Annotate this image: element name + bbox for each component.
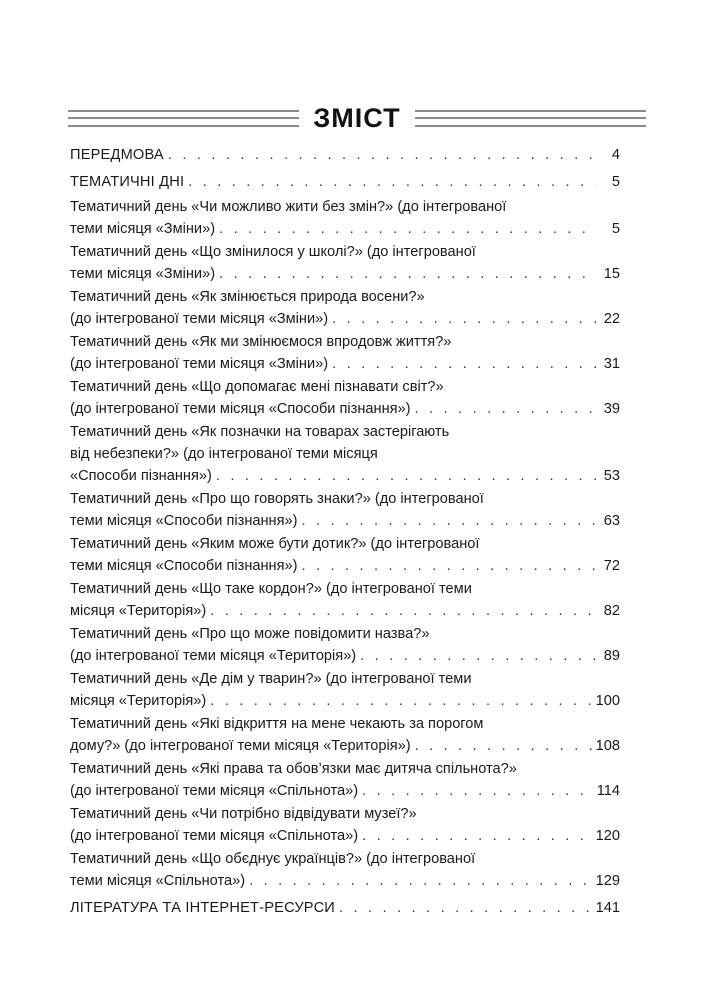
toc-items bbox=[70, 196, 620, 892]
toc-entry-line: «Способи пізнання») bbox=[70, 468, 212, 484]
toc-entry-line: Тематичний день «Які права та обов’язки має дитяча спільнота?» bbox=[70, 761, 517, 777]
toc-entry-line: (до інтегрованої теми місяця «Зміни») bbox=[70, 311, 329, 327]
toc-page-number: 63 bbox=[603, 513, 620, 529]
toc-entry-section[interactable] bbox=[70, 171, 620, 193]
toc-entry-line: (до інтегрованої теми місяця «Способи пізнання») bbox=[70, 401, 411, 417]
toc-entry-line: Тематичний день «Про що може повідомити назва?» bbox=[70, 626, 430, 642]
dot-leader bbox=[219, 263, 596, 285]
toc-entry-line: місяця «Територія») bbox=[70, 603, 207, 619]
toc-page-number: 114 bbox=[596, 783, 620, 799]
page-title: ЗМІСТ bbox=[313, 102, 401, 133]
toc-entry-line: Тематичний день «Чи потрібно відвідувати музеї?» bbox=[70, 806, 417, 822]
dot-leader bbox=[362, 825, 592, 847]
toc-entry-line: Тематичний день «Що допомагає мені пізнавати світ?» bbox=[70, 379, 444, 395]
dot-leader bbox=[168, 144, 596, 166]
toc-entry[interactable] bbox=[70, 578, 620, 622]
toc-entry-line: Тематичний день «Чи можливо жити без змін?» (до інтегрованої bbox=[70, 199, 507, 215]
toc-entry-line: Тематичний день «Про що говорять знаки?» (до інтегрованої bbox=[70, 491, 484, 507]
toc-page-number: 15 bbox=[603, 266, 620, 282]
toc-entry-line: теми місяця «Способи пізнання») bbox=[70, 558, 298, 574]
toc-page-number: 5 bbox=[611, 174, 620, 190]
toc-entry-line: Тематичний день «Як ми змінюємося впродовж життя?» bbox=[70, 334, 452, 350]
toc-entry-line: Тематичний день «Як змінюється природа восени?» bbox=[70, 289, 425, 305]
header-rule-left bbox=[68, 110, 299, 127]
toc-page-number: 120 bbox=[595, 828, 620, 844]
dot-leader bbox=[360, 645, 596, 667]
dot-leader bbox=[339, 897, 592, 919]
dot-leader bbox=[216, 465, 596, 487]
toc-entry-line: дому?» (до інтегрованої теми місяця «Територія») bbox=[70, 738, 411, 754]
toc-entry-title: ТЕМАТИЧНІ ДНІ bbox=[70, 174, 185, 190]
toc-entry[interactable] bbox=[70, 623, 620, 667]
toc-entry[interactable] bbox=[70, 848, 620, 892]
toc-entry[interactable] bbox=[70, 196, 620, 240]
toc-entry-line: (до інтегрованої теми місяця «Спільнота») bbox=[70, 783, 359, 799]
toc-entry-line: Тематичний день «Які відкриття на мене чекають за порогом bbox=[70, 716, 484, 732]
toc-header bbox=[68, 100, 646, 136]
dot-leader bbox=[362, 780, 593, 802]
toc-entry[interactable] bbox=[70, 241, 620, 285]
toc-entry-line: (до інтегрованої теми місяця «Спільнота») bbox=[70, 828, 359, 844]
toc-entry-line: (до інтегрованої теми місяця «Зміни») bbox=[70, 356, 329, 372]
toc-entry-line: теми місяця «Спільнота») bbox=[70, 873, 246, 889]
toc-page-number: 108 bbox=[595, 738, 620, 754]
toc-entry[interactable] bbox=[70, 286, 620, 330]
dot-leader bbox=[302, 555, 597, 577]
dot-leader bbox=[210, 600, 596, 622]
toc-entry[interactable] bbox=[70, 713, 620, 757]
toc-page-number: 89 bbox=[603, 648, 620, 664]
toc-entry-title: ПЕРЕДМОВА bbox=[70, 147, 164, 163]
dot-leader bbox=[219, 218, 596, 240]
toc-entry-bibliography[interactable] bbox=[70, 897, 620, 919]
toc-page-number: 22 bbox=[603, 311, 620, 327]
toc-entry[interactable] bbox=[70, 803, 620, 847]
toc-page-number: 5 bbox=[611, 221, 620, 237]
toc-entry[interactable] bbox=[70, 331, 620, 375]
toc-entry-preface[interactable] bbox=[70, 144, 620, 166]
toc-entry-line: Тематичний день «Що таке кордон?» (до інтегрованої теми bbox=[70, 581, 472, 597]
toc-entry-line: від небезпеки?» (до інтегрованої теми місяця bbox=[70, 446, 378, 462]
toc-entry-line: Тематичний день «Що обєднує українців?» (до інтегрованої bbox=[70, 851, 476, 867]
dot-leader bbox=[249, 870, 592, 892]
toc-entry-line: Тематичний день «Яким може бути дотик?» (до інтегрованої bbox=[70, 536, 480, 552]
toc-entry-title: ЛІТЕРАТУРА ТА ІНТЕРНЕТ-РЕСУРСИ bbox=[70, 900, 335, 916]
toc-entry[interactable] bbox=[70, 421, 620, 487]
dot-leader bbox=[415, 398, 596, 420]
toc-page-number: 31 bbox=[603, 356, 620, 372]
dot-leader bbox=[332, 353, 596, 375]
toc-entry[interactable] bbox=[70, 533, 620, 577]
table-of-contents bbox=[70, 144, 620, 919]
toc-entry[interactable] bbox=[70, 668, 620, 712]
toc-page-number: 39 bbox=[603, 401, 620, 417]
dot-leader bbox=[332, 308, 596, 330]
toc-entry[interactable] bbox=[70, 488, 620, 532]
toc-page-number: 53 bbox=[603, 468, 620, 484]
header-rule-right bbox=[415, 110, 646, 127]
dot-leader bbox=[188, 171, 596, 193]
dot-leader bbox=[302, 510, 597, 532]
toc-page-number: 72 bbox=[603, 558, 620, 574]
dot-leader bbox=[415, 735, 592, 757]
toc-page-number: 82 bbox=[603, 603, 620, 619]
toc-entry-line: теми місяця «Зміни») bbox=[70, 266, 216, 282]
toc-entry-line: Тематичний день «Що змінилося у школі?» (до інтегрованої bbox=[70, 244, 476, 260]
toc-entry[interactable] bbox=[70, 376, 620, 420]
toc-entry-line: (до інтегрованої теми місяця «Територія») bbox=[70, 648, 357, 664]
toc-page-number: 129 bbox=[595, 873, 620, 889]
toc-entry-line: місяця «Територія») bbox=[70, 693, 207, 709]
toc-entry-line: Тематичний день «Як позначки на товарах застерігають bbox=[70, 424, 450, 440]
toc-entry[interactable] bbox=[70, 758, 620, 802]
toc-page-number: 100 bbox=[595, 693, 620, 709]
toc-entry-line: теми місяця «Способи пізнання») bbox=[70, 513, 298, 529]
toc-page-number: 141 bbox=[595, 900, 620, 916]
dot-leader bbox=[210, 690, 591, 712]
toc-entry-line: теми місяця «Зміни») bbox=[70, 221, 216, 237]
toc-entry-line: Тематичний день «Де дім у тварин?» (до інтегрованої теми bbox=[70, 671, 472, 687]
toc-page-number: 4 bbox=[611, 147, 620, 163]
